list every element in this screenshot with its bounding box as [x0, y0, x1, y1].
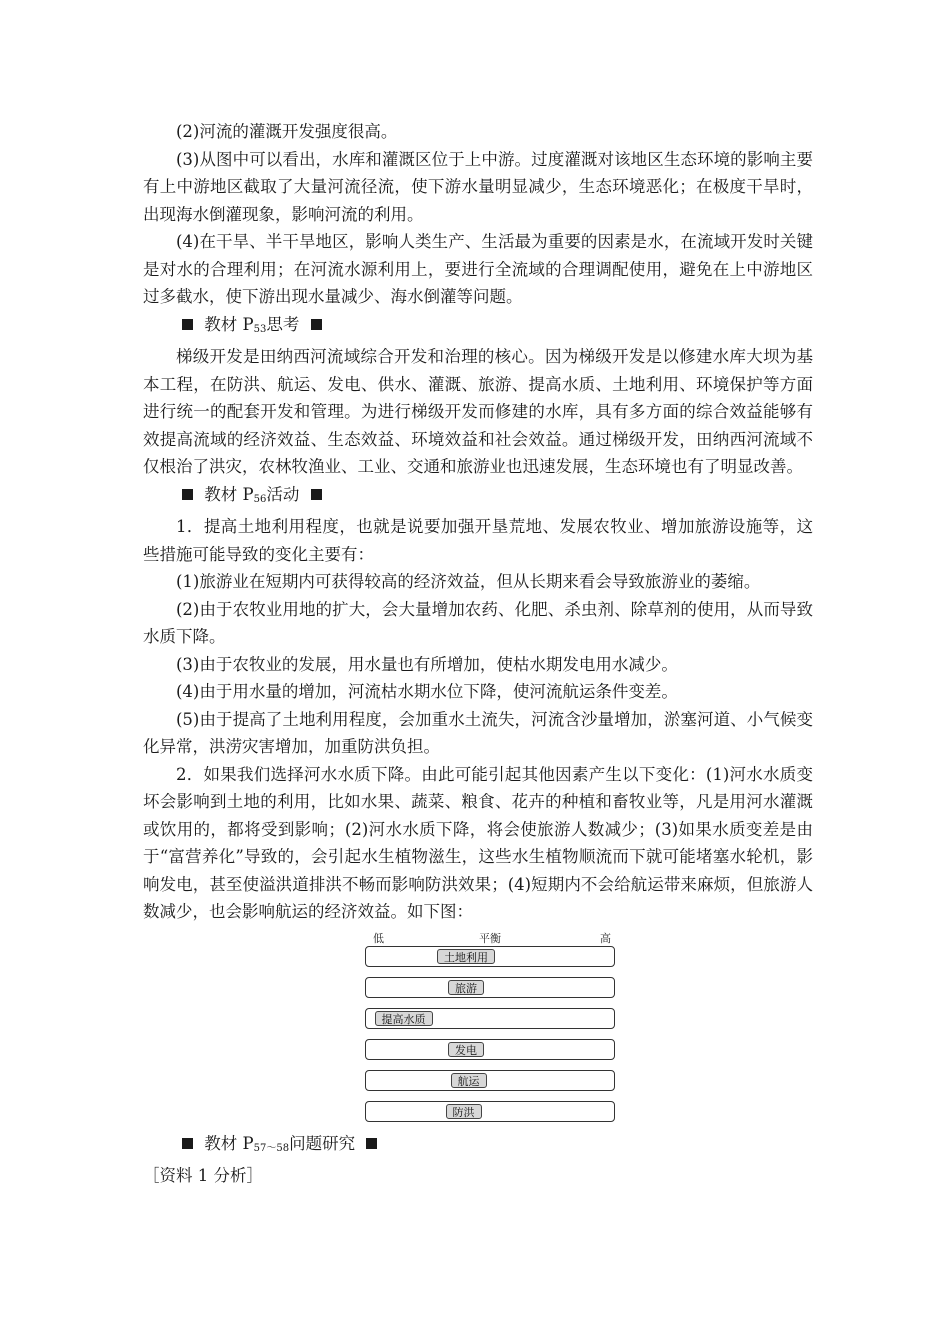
square-bullet-icon — [311, 319, 322, 330]
section-page: 56 — [253, 493, 267, 505]
diagram-factor-label: 防洪 — [446, 1104, 482, 1119]
axis-label-balance: 平衡 — [479, 931, 501, 945]
paragraph-3: (3)从图中可以看出，水库和灌溉区位于上中游。过度灌溉对该地区生态环境的影响主要有上中游地区截取了大量河流径流，使下游水量明显减少，生态环境恶化；在极度干旱时，出现海水倒灌现象，影响河流的利用。 — [143, 149, 813, 224]
diagram-row — [365, 1101, 615, 1122]
diagram-row — [365, 1039, 615, 1060]
square-bullet-icon — [182, 319, 193, 330]
diagram-row — [365, 946, 615, 967]
section-title: 问题研究 — [289, 1133, 356, 1153]
paragraph-4: (4)在干旱、半干旱地区，影响人类生产、生活最为重要的因素是水，在流域开发时关键是对水的合理利用；在河流水源利用上，要进行全流域的合理调配使用，避免在上中游地区过多截水，使下游出现水量减少、海水倒灌等问题。 — [143, 232, 813, 306]
activity-item-1: 1．提高土地利用程度，也就是说要加强开垦荒地、发展农牧业、增加旅游设施等，这些措施可能导致的变化主要有： — [143, 517, 813, 564]
diagram-row — [365, 1070, 615, 1091]
paragraph-cascade-development: 梯级开发是田纳西河流域综合开发和治理的核心。因为梯级开发是以修建水库大坝为基本工程，在防洪、航运、发电、供水、灌溉、旅游、提高水质、土地利用、环境保护等方面进行统一的配套开发和管理。为进行梯级开发而修建的水库，具有多方面的综合效益能够有效提高流域的经济效益、生态效益、环境效益和社会效益。通过梯级开发，田纳西河流域不仅根治了洪灾，农林牧渔业、工业、交通和旅游业也迅速发展，生态环境也有了明显改善。 — [143, 347, 813, 476]
section-title: 思考 — [266, 314, 300, 334]
activity-subitem-3: (3)由于农牧业的发展，用水量也有所增加，使枯水期发电用水减少。 — [176, 654, 678, 674]
axis-label-high: 高 — [600, 931, 611, 945]
diagram-factor-label: 旅游 — [448, 980, 484, 995]
section-page: 53 — [253, 323, 267, 335]
section-title: 活动 — [266, 484, 300, 504]
activity-subitem-4: (4)由于用水量的增加，河流枯水期水位下降，使河流航运条件变差。 — [176, 682, 678, 701]
square-bullet-icon — [182, 489, 193, 500]
section-prefix: 教材 P — [204, 314, 254, 334]
section-heading-activity — [143, 481, 813, 514]
activity-subitem-2: (2)由于农牧业用地的扩大，会大量增加农药、化肥、杀虫剂、除草剂的使用，从而导致水质下降。 — [143, 599, 813, 646]
balance-diagram — [365, 930, 625, 1130]
page-content — [143, 118, 813, 1190]
diagram-factor-label: 航运 — [451, 1073, 487, 1088]
square-bullet-icon — [366, 1138, 377, 1149]
diagram-row — [365, 1008, 615, 1029]
activity-subitem-1: (1)旅游业在短期内可获得较高的经济效益，但从长期来看会导致旅游业的萎缩。 — [176, 572, 761, 591]
diagram-factor-label: 提高水质 — [375, 1011, 433, 1026]
paragraph-2: (2)河流的灌溉开发强度很高。 — [176, 122, 398, 141]
section-prefix: 教材 P — [204, 1133, 254, 1153]
activity-subitem-5: (5)由于提高了土地利用程度，会加重水土流失，河流含沙量增加，淤塞河道、小气候变化异常，洪涝灾害增加，加重防洪负担。 — [143, 709, 813, 756]
square-bullet-icon — [311, 489, 322, 500]
material-1-analysis: ［资料 1 分析］ — [143, 1166, 263, 1185]
diagram-factor-label: 土地利用 — [437, 949, 495, 964]
diagram-row — [365, 977, 615, 998]
section-page: 57～58 — [253, 1142, 290, 1154]
section-heading-thinking — [143, 311, 813, 344]
activity-item-2: 2．如果我们选择河水水质下降。由此可能引起其他因素产生以下变化：(1)河水水质变坏会影响到土地的利用，比如水果、蔬菜、粮食、花卉的种植和畜牧业等，凡是用河水灌溉或饮用的，都将受到影响；(2)河水水质下降，将会使旅游人数减少；(3)如果水质变差是由于“富营养化”导致的，会引起水生植物滋生，这些水生植物顺流而下就可能堵塞水轮机，影响发电，甚至使溢洪道排洪不畅而影响防洪效果；(4)短期内不会给航运带来麻烦，但旅游人数减少，也会影响航运的经济效益。如下图： — [143, 764, 813, 921]
section-heading-research — [143, 1130, 813, 1163]
square-bullet-icon — [182, 1138, 193, 1149]
section-prefix: 教材 P — [204, 484, 254, 504]
axis-label-low: 低 — [373, 931, 384, 945]
diagram-factor-label: 发电 — [448, 1042, 484, 1057]
